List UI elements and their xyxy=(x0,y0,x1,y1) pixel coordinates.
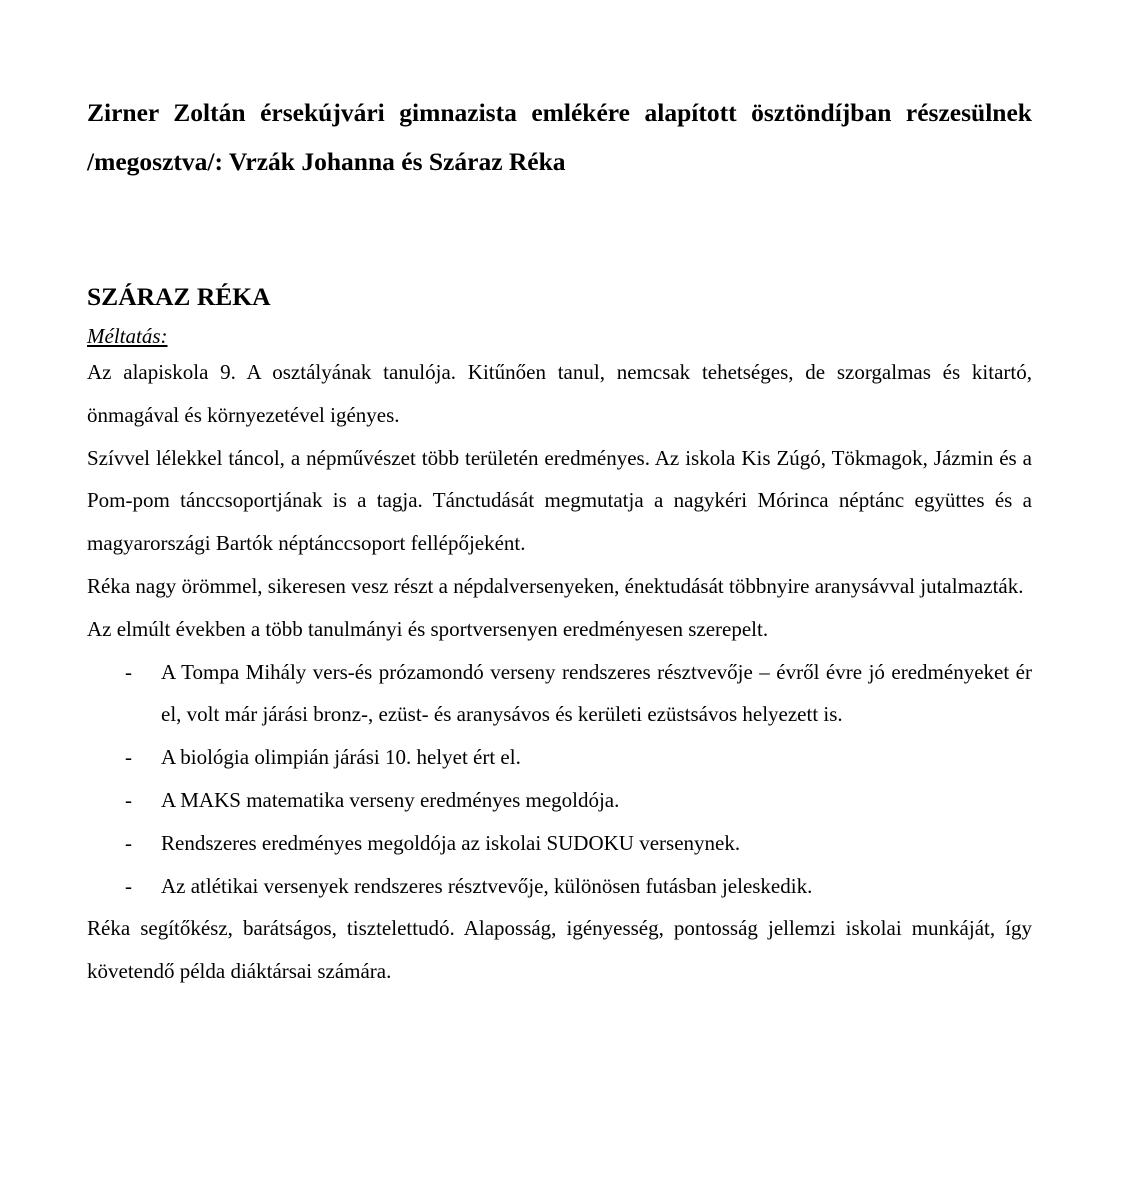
achievements-list xyxy=(87,651,1032,908)
list-item xyxy=(87,779,1032,822)
scholarship-announcement: Zirner Zoltán érsekújvári gimnazista emlékére alapított ösztöndíjban részesülnek /megosztva/: Vrzák Johanna és Száraz Réka xyxy=(87,98,1032,176)
student-name-heading: SZÁRAZ RÉKA xyxy=(87,282,271,311)
list-item xyxy=(87,865,1032,908)
paragraph-competitions: Az elmúlt években a több tanulmányi és sportversenyen eredményesen szerepelt. xyxy=(87,616,769,641)
list-dash: - xyxy=(125,787,132,812)
document-page xyxy=(87,88,1032,993)
paragraph-studies: Az alapiskola 9. A osztályának tanulója. Kitűnően tanul, nemcsak tehetséges, de szorgalmas és kitartó, önmagával és környezetével igényes. xyxy=(87,360,1032,427)
list-item-text: Az atlétikai versenyek rendszeres résztvevője, különösen futásban jeleskedik. xyxy=(161,873,813,898)
list-item xyxy=(87,822,1032,865)
list-dash: - xyxy=(125,873,132,898)
section-label-meltatas: Méltatás: xyxy=(87,324,168,348)
list-item xyxy=(87,736,1032,779)
list-item-text: A Tompa Mihály vers-és prózamondó verseny rendszeres résztvevője – évről évre jó eredményeket ér el, volt már járási bronz-, ezüst- és aranysávos és kerületi ezüstsávos helyezett is. xyxy=(161,659,1032,727)
appraisal-body xyxy=(87,351,1032,993)
paragraph-singing: Réka nagy örömmel, sikeresen vesz részt a népdalversenyeken, énektudását többnyire aranysávval jutalmazták. xyxy=(87,573,1024,598)
list-item-text: A MAKS matematika verseny eredményes megoldója. xyxy=(161,787,620,812)
paragraph-closing: Réka segítőkész, barátságos, tisztelettudó. Alaposság, igényesség, pontosság jellemzi iskolai munkáját, így követendő példa diáktársai számára. xyxy=(87,916,1032,984)
list-dash: - xyxy=(125,830,132,855)
list-dash: - xyxy=(125,659,132,684)
list-dash: - xyxy=(125,745,132,770)
list-item-text: A biológia olimpián járási 10. helyet ért el. xyxy=(161,745,521,770)
list-item-text: Rendszeres eredményes megoldója az iskolai SUDOKU versenynek. xyxy=(161,830,741,855)
list-item xyxy=(87,651,1032,737)
paragraph-dance: Szívvel lélekkel táncol, a népművészet több területén eredményes. Az iskola Kis Zúgó, Tökmagok, Jázmin és a Pom-pom tánccsoportjának is a tagja. Tánctudását megmutatja a nagykéri Mórinca néptánc együttes és a magyarországi Bartók néptánccsoport fellépőjeként. xyxy=(87,445,1032,556)
